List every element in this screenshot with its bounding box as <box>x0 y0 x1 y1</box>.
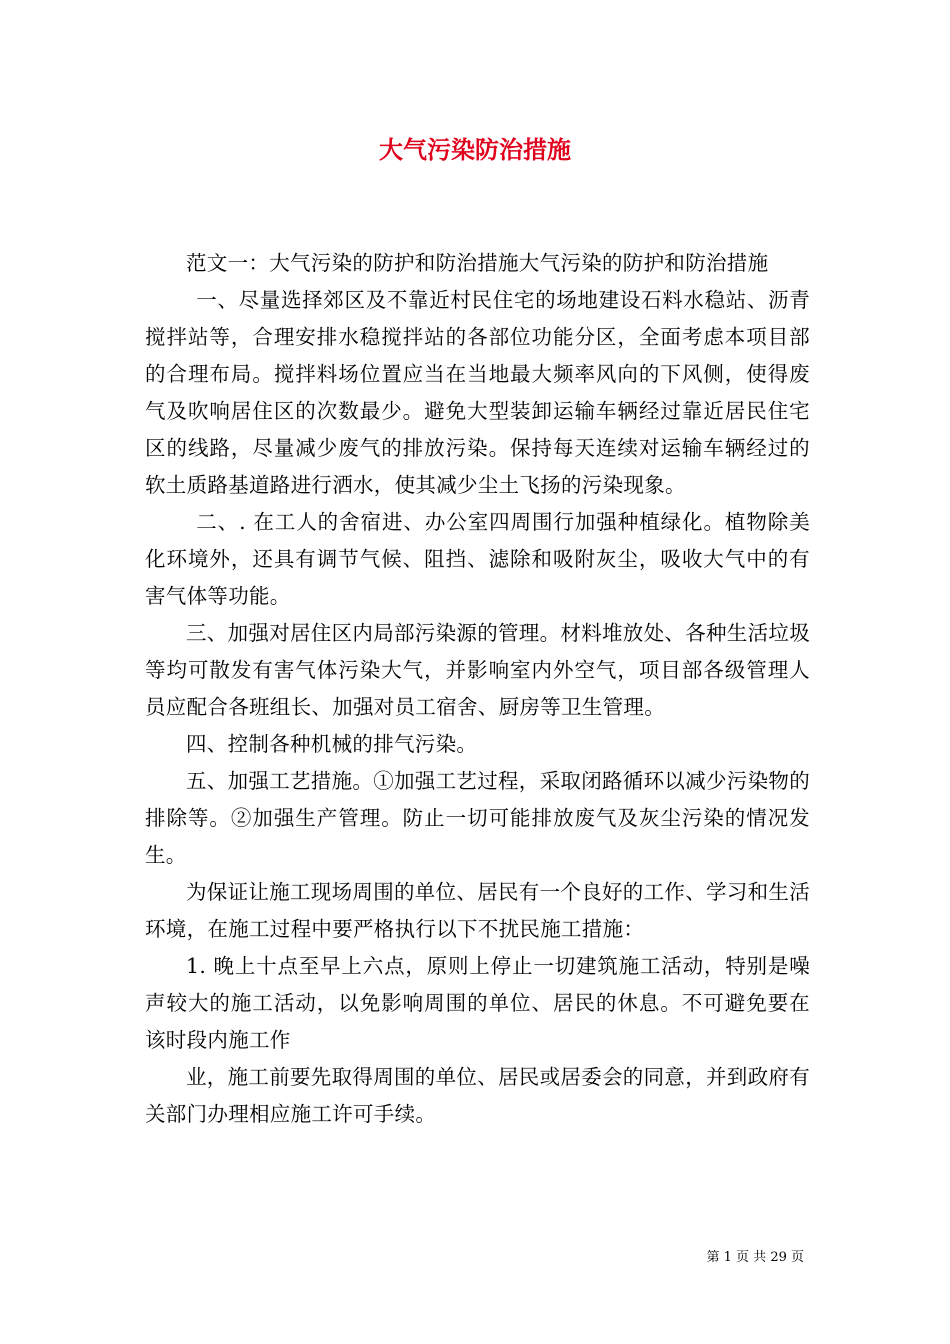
paragraph-item-1: 一、尽量选择郊区及不靠近村民住宅的场地建设石料水稳站、沥青搅拌站等，合理安排水稳搅拌站的各部位功能分区，全面考虑本项目部的合理布局。搅拌料场位置应当在当地最大频率风向的下风侧，使得废气及吹响居住区的次数最少。避免大型装卸运输车辆经过靠近居民住宅区的线路，尽量减少废气的排放污染。保持每天连续对运输车辆经过的软土质路基道路进行洒水，使其减少尘土飞扬的污染现象。 <box>145 288 810 497</box>
document-title: 大气污染防治措施 <box>379 135 571 164</box>
page-number: 第 1 页 共 29 页 <box>706 1250 804 1265</box>
paragraph-item-3: 三、加强对居住区内局部污染源的管理。材料堆放处、各种生活垃圾等均可散发有害气体污染大气，并影响室内外空气，项目部各级管理人员应配合各班组长、加强对员工宿舍、厨房等卫生管理。 <box>145 621 810 719</box>
paragraph-measure-1: 1. 晚上十点至早上六点，原则上停止一切建筑施工活动，特别是噪声较大的施工活动，以免影响周围的单位、居民的休息。不可避免要在该时段内施工作 <box>145 954 810 1052</box>
paragraph-measure-1-continued: 业，施工前要先取得周围的单位、居民或居委会的同意，并到政府有关部门办理相应施工许可手续。 <box>145 1065 810 1126</box>
paragraph-item-5: 五、加强工艺措施。①加强工艺过程，采取闭路循环以减少污染物的排除等。②加强生产管理。防止一切可能排放废气及灰尘污染的情况发生。 <box>145 769 810 867</box>
document-body <box>145 245 810 1133</box>
paragraph-measures-intro: 为保证让施工现场周围的单位、居民有一个良好的工作、学习和生活环境，在施工过程中要严格执行以下不扰民施工措施： <box>145 880 810 941</box>
paragraph-intro: 范文一：大气污染的防护和防治措施大气污染的防护和防治措施 <box>186 251 769 275</box>
paragraph-item-4: 四、控制各种机械的排气污染。 <box>186 732 478 756</box>
paragraph-item-2: 二、. 在工人的舍宿进、办公室四周围行加强种植绿化。植物除美化环境外，还具有调节气候、阻挡、滤除和吸附灰尘，吸收大气中的有害气体等功能。 <box>145 510 810 608</box>
